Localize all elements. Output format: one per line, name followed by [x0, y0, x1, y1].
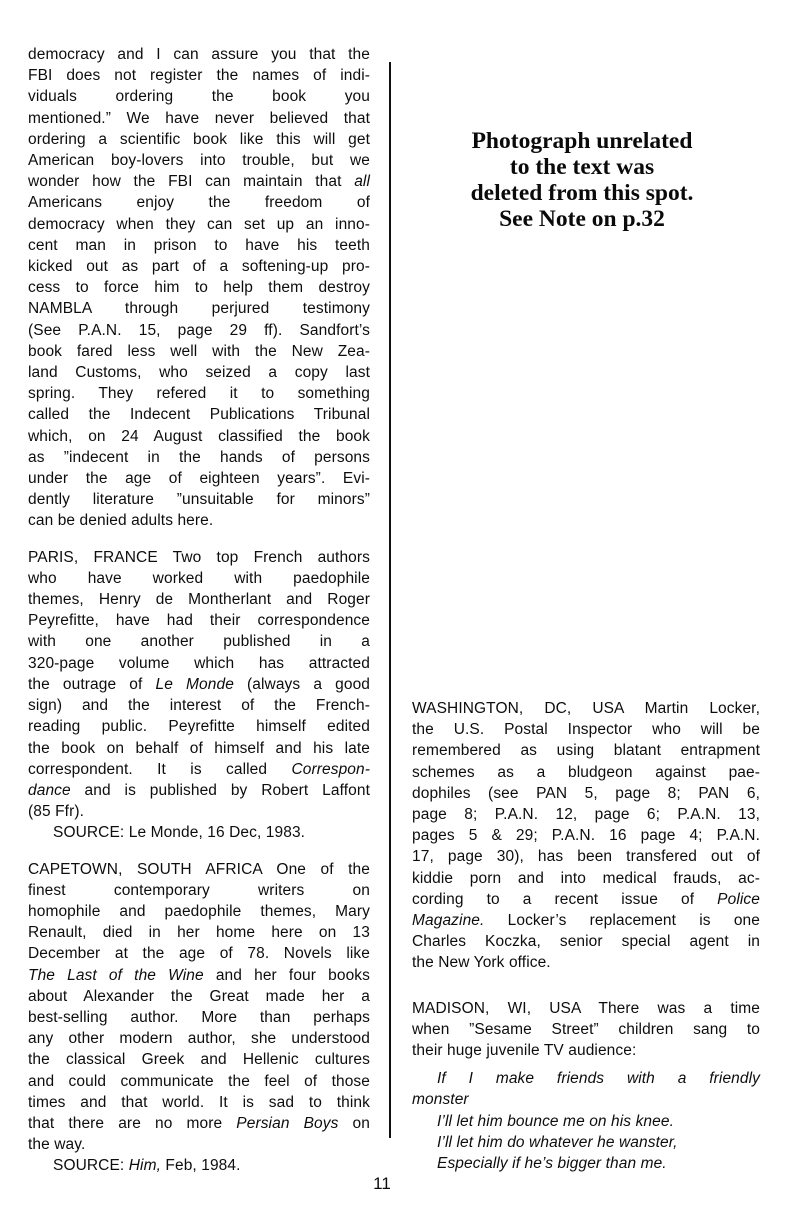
text-run: monster [412, 1091, 469, 1109]
text-run: and could communicate the feel of those [28, 1072, 370, 1090]
text-line [28, 1113, 370, 1134]
text-run: can be denied adults here. [28, 512, 214, 530]
italic-text-run: Correspon- [291, 760, 370, 778]
text-run: finest contemporary writers on [28, 881, 370, 899]
text-line [28, 1155, 370, 1176]
text-run: I’ll let him do whatever he wanster, [437, 1133, 678, 1151]
notice-line: Photograph unrelated [471, 128, 693, 154]
text-run: Renault, died in her home here on 13 [28, 924, 370, 942]
text-run: book fared less well with the New Zea- [28, 342, 370, 360]
text-line [28, 1007, 370, 1028]
text-run: themes, Henry de Montherlant and Roger [28, 591, 370, 609]
text-run: under the age of eighteen years”. Evi- [28, 470, 370, 488]
column-divider-rule [389, 62, 391, 1138]
text-run: and is published by Robert Laffont [70, 781, 370, 799]
text-run: mentioned.” We have never believed that [28, 109, 370, 127]
text-run: 320-page volume which has attracted [28, 654, 370, 672]
page-number: 11 [373, 1174, 391, 1193]
text-line [28, 86, 370, 107]
text-line [28, 759, 370, 780]
text-run: dophiles (see PAN 5, page 8; PAN 6, [412, 784, 760, 802]
text-run: cording to a recent issue of [412, 890, 718, 908]
text-line [28, 780, 370, 801]
text-line [412, 889, 760, 910]
text-line [412, 1153, 760, 1174]
text-run: PARIS, FRANCE Two top French authors [28, 548, 370, 566]
text-run: NAMBLA through perjured testimony [28, 300, 370, 318]
text-run: 17, page 30), has been transfered out of [412, 848, 760, 866]
text-line [412, 825, 760, 846]
text-run: democracy when they can set up an inno- [28, 215, 370, 233]
italic-text-run: all [354, 173, 370, 191]
text-line [412, 783, 760, 804]
text-line [28, 404, 370, 425]
text-line [28, 716, 370, 737]
text-line [28, 65, 370, 86]
text-run: Peyrefitte, have had their correspondence [28, 612, 370, 630]
text-line [28, 298, 370, 319]
text-line [28, 822, 370, 843]
text-line [28, 383, 370, 404]
text-line [28, 426, 370, 447]
article-paragraph [412, 998, 760, 1062]
text-line [28, 880, 370, 901]
text-run: land Customs, who seized a copy last [28, 364, 370, 382]
text-line [412, 1089, 760, 1110]
text-run: correspondent. It is called [28, 760, 292, 778]
text-run: homophile and paedophile themes, Mary [28, 902, 370, 920]
text-run: December at the age of 78. Novels like [28, 945, 370, 963]
text-line [28, 235, 370, 256]
text-line [28, 341, 370, 362]
text-line [412, 952, 760, 973]
text-line [28, 922, 370, 943]
text-run: the classical Greek and Hellenic cultures [28, 1051, 370, 1069]
text-line [28, 320, 370, 341]
text-run: dently literature ”unsuitable for minors” [28, 491, 370, 509]
text-line [28, 1134, 370, 1155]
text-line [28, 631, 370, 652]
italic-text-run: Le Monde [155, 675, 234, 693]
text-run: the New York office. [412, 954, 551, 972]
text-line [28, 695, 370, 716]
text-run: SOURCE: [53, 1157, 129, 1175]
text-run: MADISON, WI, USA There was a time [412, 999, 760, 1017]
text-line [412, 1111, 760, 1132]
text-line [28, 447, 370, 468]
text-run: spring. They refered it to something [28, 385, 370, 403]
photo-deleted-notice [412, 128, 752, 232]
text-run: SOURCE: Le Monde, 16 Dec, 1983. [53, 824, 306, 842]
text-run: their huge juvenile TV audience: [412, 1042, 637, 1060]
text-run: when ”Sesame Street” children sang to [412, 1020, 760, 1038]
text-line [28, 1028, 370, 1049]
text-run: Charles Koczka, senior special agent in [412, 933, 760, 951]
text-run: CAPETOWN, SOUTH AFRICA One of the [28, 860, 370, 878]
text-run: democracy and I can assure you that the [28, 46, 370, 63]
text-line [412, 931, 760, 952]
text-line [28, 489, 370, 510]
text-line [28, 510, 370, 531]
text-line [28, 214, 370, 235]
text-run: kicked out as part of a softening-up pro- [28, 258, 370, 276]
text-run: WASHINGTON, DC, USA Martin Locker, [412, 700, 760, 717]
text-line [28, 610, 370, 631]
text-run: on [338, 1114, 370, 1132]
text-line [28, 1092, 370, 1113]
song-verse [412, 1068, 760, 1174]
text-run: page 8; P.A.N. 12, page 6; P.A.N. 13, [412, 806, 760, 824]
text-line [28, 129, 370, 150]
text-run: Americans enjoy the freedom of [28, 194, 370, 212]
text-line [28, 738, 370, 759]
text-run: Locker’s replacement is one [484, 912, 760, 930]
text-run: cent man in prison to have his teeth [28, 236, 370, 254]
italic-text-run: Police [717, 890, 760, 908]
italic-text-run: Magazine. [412, 912, 485, 930]
text-run: viduals ordering the book you [28, 88, 370, 106]
text-line [28, 801, 370, 822]
text-line [412, 698, 760, 719]
text-run: (always a good [233, 675, 371, 693]
text-run: as ”indecent in the hands of persons [28, 448, 370, 466]
text-line [28, 44, 370, 65]
right-text-column [412, 0, 760, 1210]
article-paragraph [412, 698, 760, 974]
text-run: and her four books [203, 966, 370, 984]
text-line [28, 901, 370, 922]
notice-line: See Note on p.32 [499, 206, 665, 232]
text-line [412, 719, 760, 740]
text-line [28, 468, 370, 489]
text-line [28, 568, 370, 589]
text-run: (85 Ffr). [28, 803, 85, 821]
text-line [412, 1068, 760, 1089]
text-line [412, 1132, 760, 1153]
italic-text-run: The Last of the Wine [28, 966, 204, 984]
text-run: the U.S. Postal Inspector who will be [412, 721, 760, 739]
text-line [412, 998, 760, 1019]
text-line [28, 1071, 370, 1092]
text-run: about Alexander the Great made her a [28, 987, 370, 1005]
text-run: reading public. Peyrefitte himself edited [28, 718, 370, 736]
text-line [412, 804, 760, 825]
notice-line: to the text was [509, 154, 655, 180]
text-run: pages 5 & 29; P.A.N. 16 page 4; P.A.N. [412, 827, 760, 845]
text-line [28, 277, 370, 298]
text-run: sign) and the interest of the French- [28, 697, 370, 715]
text-line [412, 762, 760, 783]
text-run: kiddie porn and into medical frauds, ac- [412, 869, 760, 887]
text-line [28, 108, 370, 129]
text-run: Feb, 1984. [161, 1157, 241, 1175]
text-run: If I make friends with a friendly [437, 1070, 760, 1088]
text-run: (See P.A.N. 15, page 29 ff). Sandfort’s [28, 321, 370, 339]
text-run: remembered as using blatant entrapment [412, 742, 760, 760]
text-run: with one another published in a [28, 633, 370, 651]
text-run: Especially if he’s bigger than me. [437, 1155, 667, 1173]
article-paragraph [28, 547, 370, 823]
text-run: American boy-lovers into trouble, but we [28, 152, 370, 170]
text-run: I’ll let him bounce me on his knee. [437, 1112, 674, 1130]
notice-line: deleted from this spot. [470, 180, 694, 206]
text-line [28, 1049, 370, 1070]
left-text-column [28, 44, 370, 1177]
text-line [412, 740, 760, 761]
text-run: called the Indecent Publications Tribunal [28, 406, 370, 424]
text-run: which, on 24 August classified the book [28, 427, 370, 445]
text-run: FBI does not register the names of indi- [28, 67, 370, 85]
text-line [412, 910, 760, 931]
text-run: the outrage of [28, 675, 156, 693]
text-line [412, 868, 760, 889]
text-run: cess to force him to help them destroy [28, 279, 370, 297]
text-line [28, 986, 370, 1007]
text-run: any other modern author, she understood [28, 1030, 370, 1048]
text-line [28, 653, 370, 674]
text-line [28, 171, 370, 192]
text-line [28, 547, 370, 568]
text-line [28, 150, 370, 171]
text-line [28, 192, 370, 213]
source-citation [28, 822, 370, 843]
text-line [28, 943, 370, 964]
text-run: who have worked with paedophile [28, 569, 370, 587]
text-line [28, 674, 370, 695]
italic-text-run: Him, [128, 1157, 161, 1175]
text-line [28, 256, 370, 277]
text-line [28, 589, 370, 610]
italic-text-run: Persian Boys [236, 1114, 339, 1132]
right-column-articles [412, 698, 760, 1174]
text-run: the way. [28, 1136, 86, 1154]
text-line [412, 846, 760, 867]
text-run: schemes as a bludgeon against pae- [412, 763, 760, 781]
text-run: wonder how the FBI can maintain that [28, 173, 355, 191]
text-line [412, 1040, 760, 1061]
source-citation [28, 1155, 370, 1176]
italic-text-run: dance [28, 781, 71, 799]
article-paragraph [28, 859, 370, 1156]
text-run: the book on behalf of himself and his late [28, 739, 370, 757]
text-line [28, 859, 370, 880]
text-run: best-selling author. More than perhaps [28, 1008, 370, 1026]
text-line [28, 362, 370, 383]
text-line [412, 1019, 760, 1040]
text-run: times and that world. It is sad to think [28, 1093, 370, 1111]
article-paragraph [28, 44, 370, 532]
text-run: ordering a scientific book like this will get [28, 130, 370, 148]
text-line [28, 965, 370, 986]
text-run: that there are no more [28, 1114, 237, 1132]
